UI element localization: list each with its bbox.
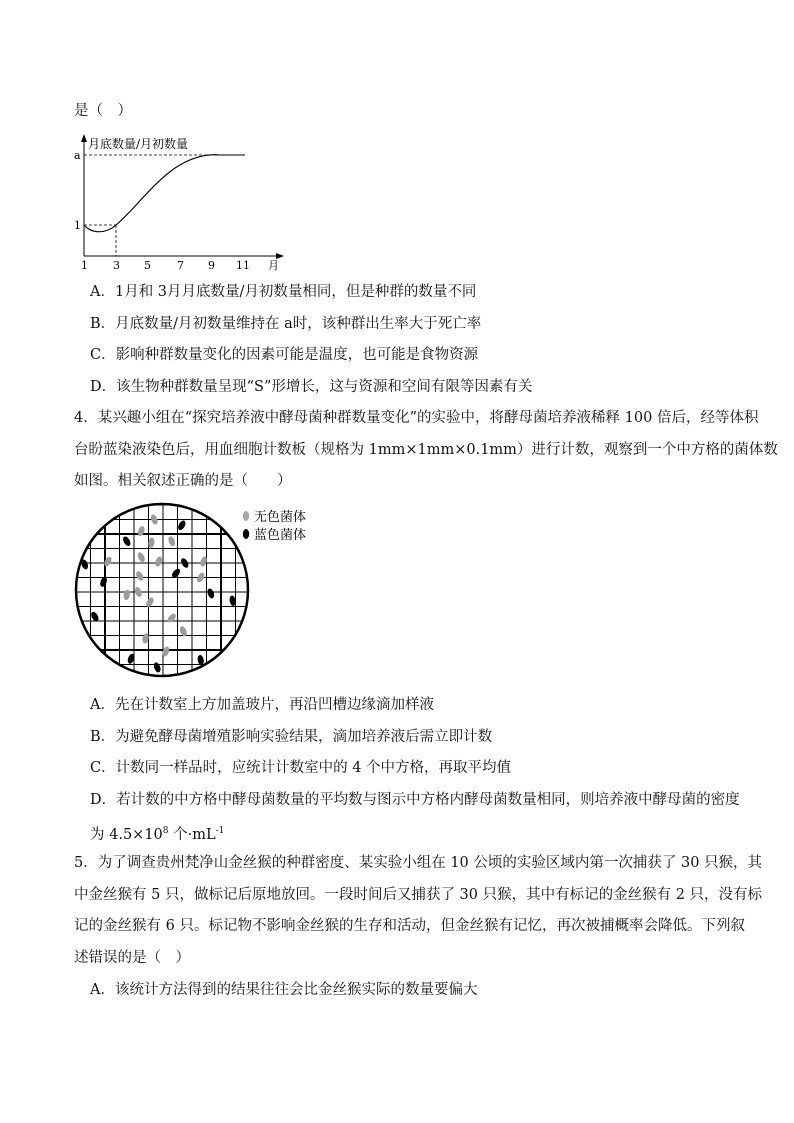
- y-axis-label: 月底数量/月初数量: [88, 137, 189, 151]
- q4-option-c: C．计数同一样品时，应统计计数室中的 4 个中方格，再取平均值: [90, 760, 512, 776]
- ratio-curve: [84, 155, 245, 232]
- unit-exponent: -1: [215, 826, 225, 836]
- legend-blue-marker: [243, 529, 249, 539]
- q5-stem-line2: 中金丝猴有 5 只，做标记后原地放回。一段时间后又捕获了 30 只猴，其中有标记的金丝猴有 2 只，没有标: [74, 887, 763, 903]
- q5-stem-line3: 记的金丝猴有 6 只。标记物不影响金丝猴的生存和活动，但金丝猴有记忆，再次被捕概率会降低。下列叙: [74, 918, 745, 934]
- q4-option-a: A．先在计数室上方加盖玻片，再沿凹槽边缘滴加样液: [90, 697, 434, 713]
- q3-option-a: A．1月和 3月月底数量/月初数量相同，但是种群的数量不同: [90, 284, 477, 300]
- q3-option-d: D．该生物种群数量呈现“S”形增长，这与资源和空间有限等因素有关: [90, 379, 533, 395]
- colorless-cell: [166, 612, 177, 624]
- q4-option-b: B．为避免酵母菌增殖影响实验结果，滴加培养液后需立即计数: [90, 729, 493, 745]
- x-tick-11: 11: [236, 259, 250, 272]
- q4-option-d-line2: [90, 821, 224, 845]
- y-tick-a: a: [74, 149, 81, 162]
- x-tick-3: 3: [113, 259, 120, 272]
- density-value: 为 4.5×10: [90, 827, 163, 843]
- colorless-cell: [135, 570, 145, 582]
- legend-blue-label: 蓝色菌体: [254, 528, 307, 543]
- q5-stem-line1: 5．为了调查贵州梵净山金丝猴的种群密度、某实验小组在 10 公顷的实验区域内第一次捕获了 30 只猴，其: [74, 855, 763, 871]
- colorless-cell: [167, 535, 176, 547]
- q3-option-b: B．月底数量/月初数量维持在 a时，该种群出生率大于死亡率: [90, 316, 482, 332]
- density-unit: 个·mL: [168, 827, 216, 843]
- q3-ratio-curve-figure: [70, 130, 300, 272]
- density-exponent: 8: [162, 826, 169, 836]
- x-axis-label: 月: [268, 259, 279, 272]
- legend-colorless-label: 无色菌体: [254, 510, 307, 525]
- colorless-cell: [123, 589, 131, 600]
- x-tick-7: 7: [177, 259, 184, 272]
- grid-area: [70, 502, 260, 682]
- q5-option-a: A．该统计方法得到的结果往往会比金丝猴实际的数量要偏大: [90, 982, 478, 998]
- colorless-cell: [154, 556, 163, 568]
- q4-option-d-line1: D．若计数的中方格中酵母菌数量的平均数与图示中方格内酵母菌数量相同，则培养液中酵母菌的密度: [90, 792, 740, 808]
- q5-stem-line4: 述错误的是（ ）: [74, 950, 190, 966]
- blue-cell: [206, 588, 215, 600]
- blue-cell: [153, 661, 162, 673]
- y-axis-arrow: [81, 134, 87, 142]
- hemocytometer-figure: [70, 502, 330, 680]
- x-tick-5: 5: [144, 259, 151, 272]
- colorless-cell: [136, 551, 146, 563]
- colorless-cell: [137, 525, 146, 537]
- q3-stem-tail: 是（ ）: [74, 103, 132, 119]
- q3-option-c: C．影响种群数量变化的因素可能是温度，也可能是食物资源: [90, 347, 479, 363]
- blue-cell: [177, 519, 187, 531]
- blue-cell: [122, 535, 132, 547]
- q4-stem-line3: 如图。相关叙述正确的是（ ）: [74, 473, 292, 489]
- q4-stem-line2: 台盼蓝染液染色后，用血细胞计数板（规格为 1mm×1mm×0.1mm）进行计数，观察到一个中方格的菌体数: [74, 442, 778, 458]
- x-tick-1: 1: [81, 259, 88, 272]
- q4-stem-line1: 4．某兴趣小组在“探究培养液中酵母菌种群数量变化”的实验中，将酵母菌培养液稀释 100 倍后，经等体积: [74, 410, 759, 426]
- legend-colorless-marker: [243, 511, 249, 521]
- x-tick-9: 9: [208, 259, 215, 272]
- y-tick-1: 1: [74, 219, 81, 232]
